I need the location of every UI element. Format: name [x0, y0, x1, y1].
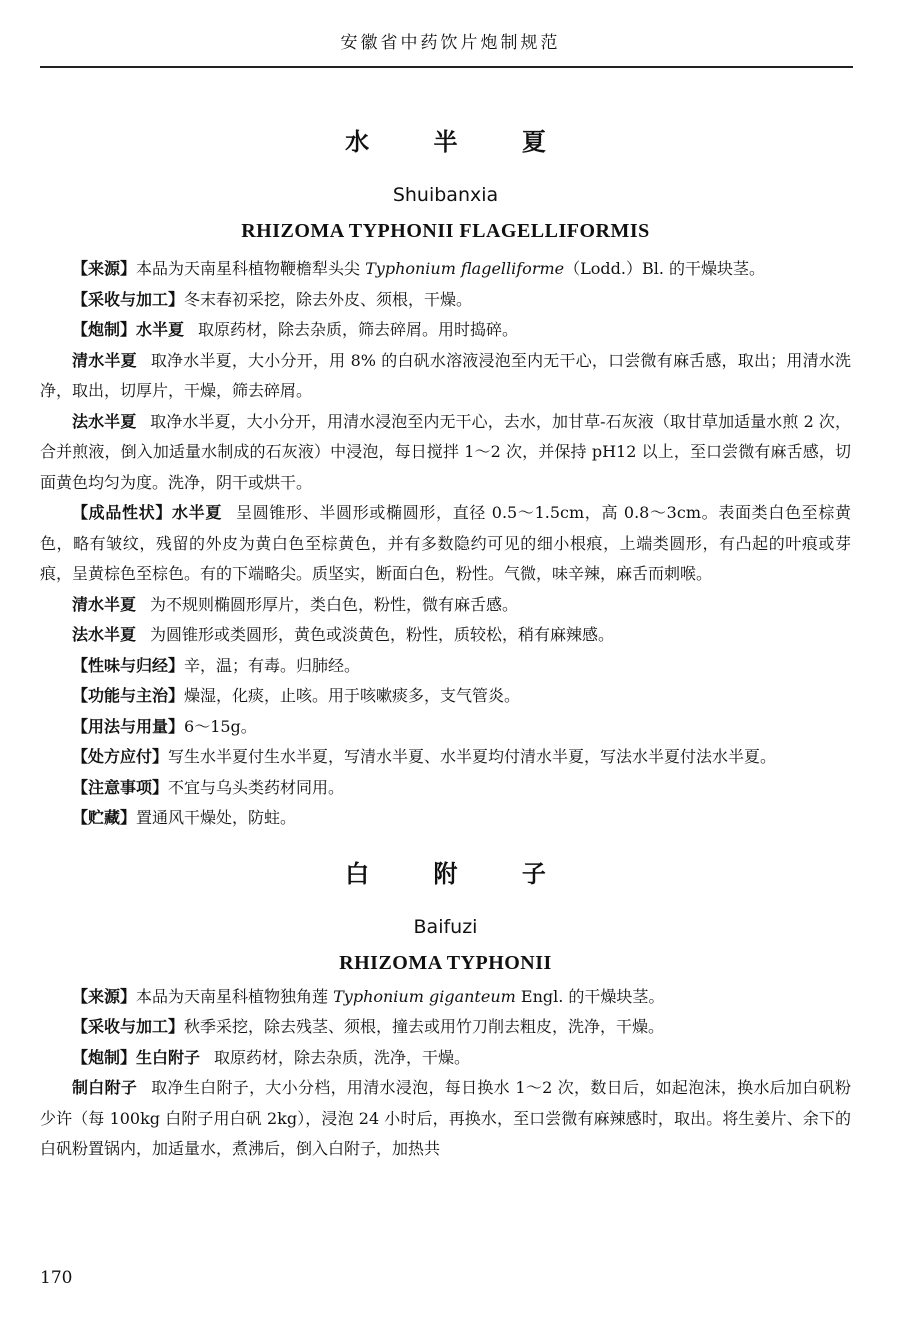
paragraph-text: 6～15g。	[184, 716, 257, 736]
paragraph-text: 燥湿，化痰，止咳。用于咳嗽痰多，支气管炎。	[184, 686, 521, 705]
entry-latin-name: RHIZOMA TYPHONII	[339, 951, 552, 974]
section-label: 【性味与归经】	[72, 655, 185, 675]
characteristics-paragraph	[40, 498, 851, 590]
entry-latin-name: RHIZOMA TYPHONII FLAGELLIFORMIS	[241, 220, 650, 242]
section-label: 【炮制】	[72, 1047, 137, 1067]
entry-title: 白 附 子	[345, 859, 574, 888]
paragraph-text: 冬末春初采挖，除去外皮、须根，干燥。	[184, 289, 473, 309]
paragraph-text: 为不规则椭圆形厚片，类白色，粉性，微有麻舌感。	[150, 594, 519, 614]
paragraph-text: 置通风干燥处，防蛀。	[136, 808, 297, 827]
paragraph-text: 不宜与乌头类药材同用。	[168, 777, 345, 797]
function-paragraph	[40, 681, 851, 712]
harvest-paragraph	[40, 1012, 851, 1043]
harvest-paragraph	[40, 285, 851, 316]
storage-paragraph	[40, 803, 851, 834]
paragraph-text: 取净生白附子，大小分档，用清水浸泡，每日换水 1～2 次，数日后，如起泡沫，换水后加白矾粉少许（每 100kg 白附子用白矾 2kg），浸泡 24 小时后，再换水，至口尝微有麻辣感时，取出。将生姜片、余下的白矾粉置锅内，加适量水，煮沸后，倒入白附子，加热共	[40, 1078, 851, 1158]
section-label: 【处方应付】	[72, 747, 169, 766]
fa-characteristics-paragraph	[40, 620, 851, 651]
term-heading: 水半夏	[172, 503, 223, 522]
paragraph-text: 取原药材，除去杂质，洗净，干燥。	[214, 1047, 471, 1067]
caution-paragraph	[40, 773, 851, 804]
entry-pinyin: Baifuzi	[413, 915, 478, 938]
paragraph-text: 呈圆锥形、半圆形或椭圆形，直径 0.5～1.5cm，高 0.8～3cm。表面类白色至棕黄色，略有皱纹，残留的外皮为黄白色至棕黄色，并有多数隐约可见的细小根痕，上端类圆形，有凸起的叶痕或芽痕，呈黄棕色至棕色。有的下端略尖。质坚实，断面白色，粉性。气微，味辛辣，麻舌而刺喉。	[40, 503, 851, 583]
section-label: 【来源】	[72, 986, 137, 1006]
paragraph-text: 秋季采挖，除去残茎、须根，撞去或用竹刀削去粗皮，洗净，干燥。	[184, 1017, 665, 1036]
term-heading: 生白附子	[136, 1047, 201, 1067]
section-label: 【采收与加工】	[72, 1017, 185, 1036]
term-heading: 法水半夏	[72, 625, 137, 644]
paragraph-text: 为圆锥形或类圆形，黄色或淡黄色，粉性，质较松，稍有麻辣感。	[150, 625, 615, 644]
header-rule	[40, 66, 853, 68]
section-label: 【成品性状】	[72, 503, 173, 522]
paragraph-text: 取净水半夏，大小分开，用 8% 的白矾水溶液浸泡至内无干心，口尝微有麻舌感，取出；用清水洗净，取出，切厚片，干燥，筛去碎屑。	[40, 350, 851, 400]
nature-paragraph	[40, 651, 851, 682]
term-heading: 清水半夏	[72, 594, 137, 614]
term-heading: 清水半夏	[72, 350, 137, 370]
qing-process-paragraph	[40, 346, 851, 407]
source-paragraph	[40, 254, 851, 285]
page-number: 170	[40, 1268, 73, 1288]
section-label: 【炮制】	[72, 320, 137, 339]
process-paragraph	[40, 1043, 851, 1074]
species-name: Typhonium flagelliforme	[365, 259, 565, 278]
section-label: 【采收与加工】	[72, 289, 185, 309]
section-label: 【注意事项】	[72, 777, 169, 797]
section-label: 【来源】	[72, 259, 137, 278]
paragraph-text: 本品为天南星科植物鞭檐犁头尖	[136, 259, 366, 278]
paragraph-text: （Lodd.）Bl. 的干燥块茎。	[564, 259, 765, 278]
term-heading: 水半夏	[136, 320, 185, 339]
dosage-paragraph	[40, 712, 851, 743]
source-paragraph	[40, 982, 851, 1013]
fa-process-paragraph	[40, 407, 851, 499]
running-header: 安徽省中药饮片炮制规范	[340, 33, 561, 53]
paragraph-text: 取净水半夏，大小分开，用清水浸泡至内无干心，去水，加甘草-石灰液（取甘草加适量水煎 2 次，合并煎液，倒入加适量水制成的石灰液）中浸泡，每日搅拌 1～2 次，并保持 pH12 以上，至口尝微有麻舌感，切面黄色均匀为度。洗净，阴干或烘干。	[40, 411, 851, 492]
term-heading: 法水半夏	[72, 411, 137, 431]
species-name: Typhonium giganteum	[333, 986, 516, 1006]
process-paragraph	[40, 315, 851, 346]
paragraph-text: Engl. 的干燥块茎。	[515, 986, 665, 1006]
section-label: 【功能与主治】	[72, 686, 185, 705]
entry-pinyin: Shuibanxia	[392, 184, 499, 206]
term-heading: 制白附子	[72, 1078, 138, 1097]
prescription-paragraph	[40, 742, 851, 773]
section-label: 【贮藏】	[72, 808, 137, 827]
paragraph-text: 辛，温；有毒。归肺经。	[184, 655, 361, 675]
qing-characteristics-paragraph	[40, 590, 851, 621]
page-content	[40, 100, 851, 1165]
entry-title: 水 半 夏	[345, 128, 574, 156]
paragraph-text: 写生水半夏付生水半夏，写清水半夏、水半夏均付清水半夏，写法水半夏付法水半夏。	[168, 747, 777, 766]
section-label: 【用法与用量】	[72, 716, 185, 736]
paragraph-text: 取原药材，除去杂质，筛去碎屑。用时捣碎。	[198, 320, 519, 339]
zhi-process-paragraph	[40, 1073, 851, 1165]
paragraph-text: 本品为天南星科植物独角莲	[136, 986, 334, 1006]
